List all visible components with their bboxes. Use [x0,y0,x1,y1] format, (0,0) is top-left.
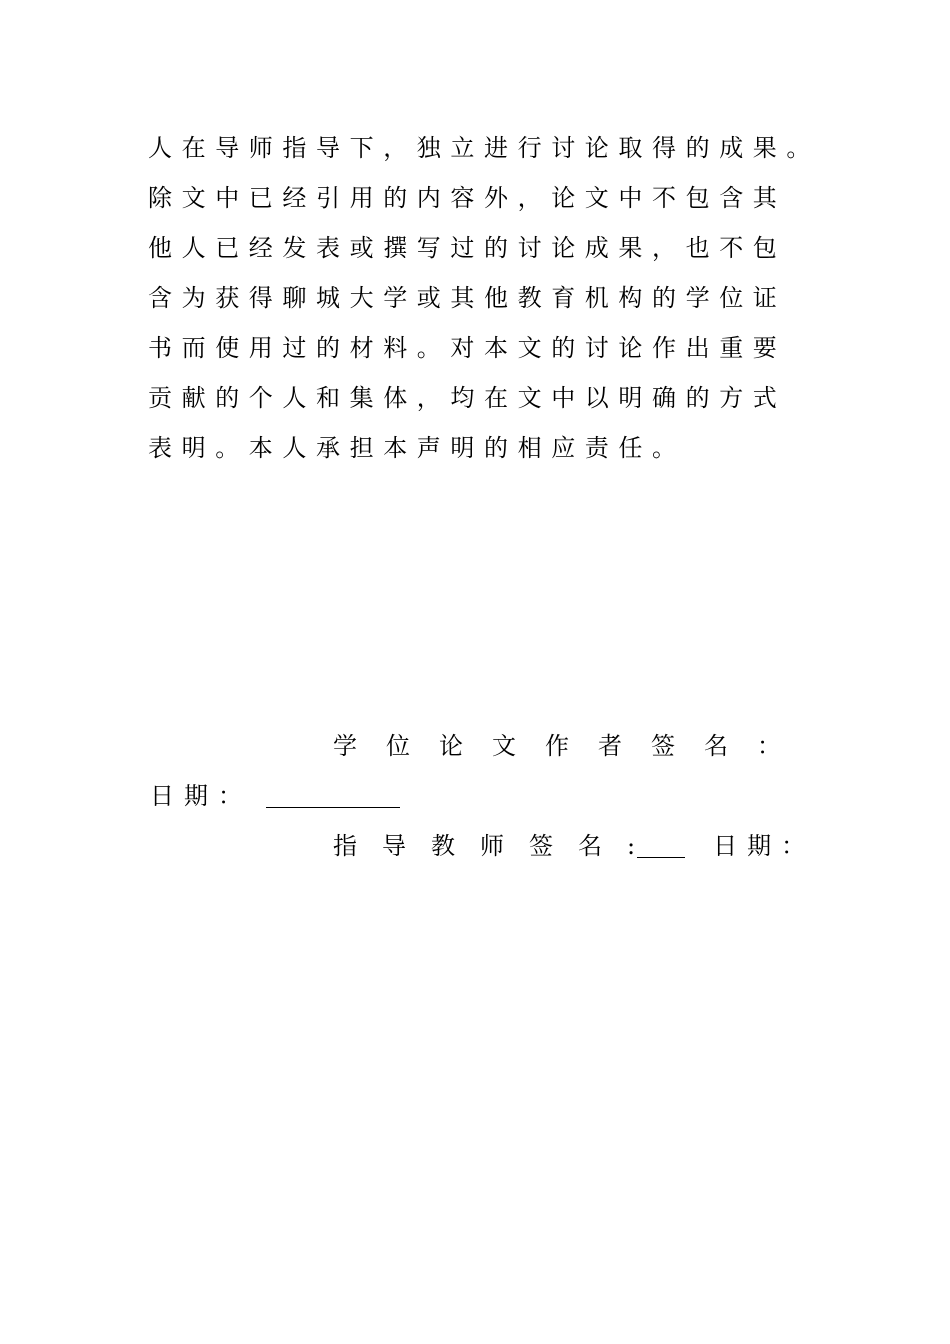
advisor-signature-row [333,826,815,866]
advisor-signature-label: 指导教师签名 [333,832,627,860]
advisor-date-label: 日期： [713,832,816,860]
author-date-label: 日期： [150,782,252,810]
advisor-signature-blank[interactable] [637,833,685,858]
declaration-line: 表明。本人承担本声明的相应责任。 [148,434,686,462]
author-date-row [150,776,400,816]
declaration-line: 人在导师指导下，独立进行讨论取得的成果。 [148,134,820,162]
declaration-paragraph [148,128,848,478]
author-signature-label: 学位论文作者签名： [333,732,810,760]
declaration-line: 书而使用过的材料。对本文的讨论作出重要 [148,334,787,362]
declaration-line: 贡献的个人和集体，均在文中以明确的方式 [148,384,787,412]
advisor-signature-colon: : [627,832,638,860]
declaration-line: 除文中已经引用的内容外，论文中不包含其 [148,184,787,212]
declaration-line: 他人已经发表或撰写过的讨论成果，也不包 [148,234,787,262]
declaration-line: 含为获得聊城大学或其他教育机构的学位证 [148,284,787,312]
author-date-blank[interactable] [266,783,400,808]
